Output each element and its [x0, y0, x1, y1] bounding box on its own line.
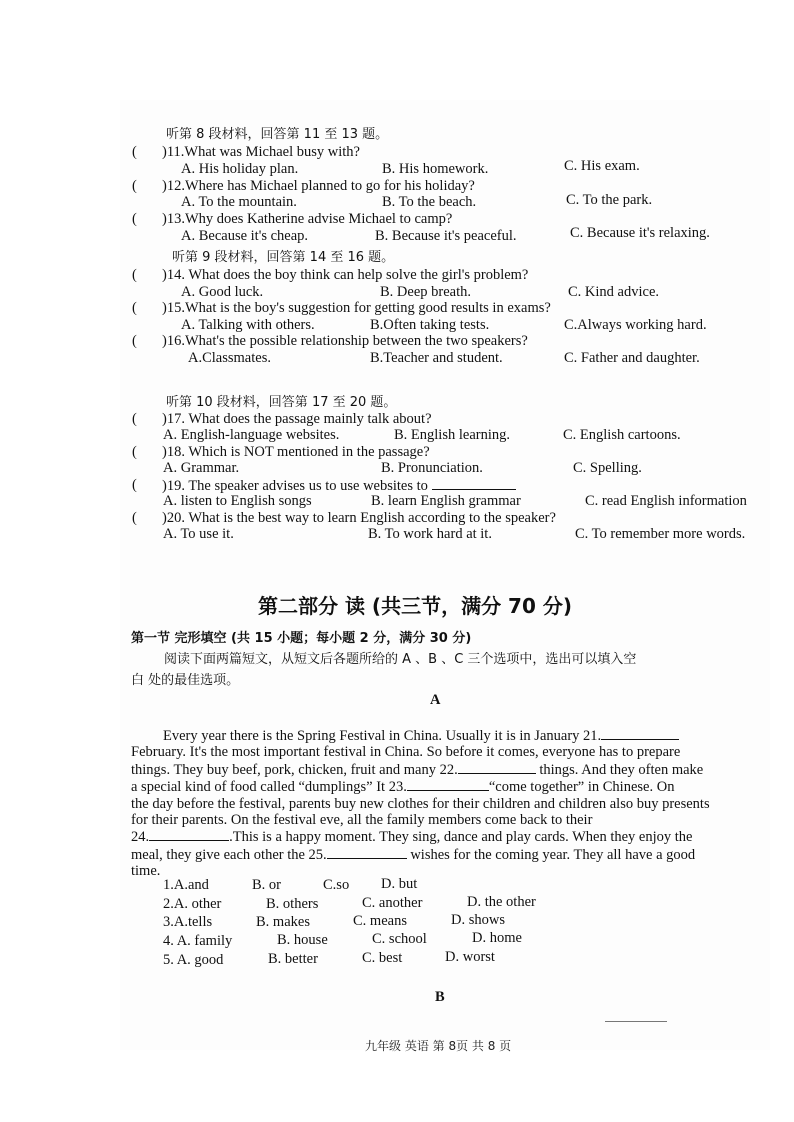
- q19-option-b: B. learn English grammar: [371, 493, 521, 509]
- passage-line: time.: [131, 863, 161, 880]
- q18-option-c: C. Spelling.: [573, 460, 642, 476]
- q17-option-c: C. English cartoons.: [563, 427, 681, 443]
- question-15: )15.What is the boy's suggestion for getting good results in exams?: [162, 300, 551, 316]
- question-16: )16.What's the possible relationship between the two speakers?: [162, 333, 528, 349]
- question-19: )19. The speaker advises us to use websites to: [162, 477, 516, 494]
- option-row-5-c: C. best: [362, 950, 403, 966]
- q19-option-c: C. read English information: [585, 493, 747, 509]
- q16-option-b: B.Teacher and student.: [370, 350, 503, 366]
- q17-option-a: A. English-language websites.: [163, 427, 340, 443]
- q18-option-a: A. Grammar.: [163, 460, 240, 476]
- option-row-1-b: B. or: [252, 877, 281, 893]
- question-12: )12.Where has Michael planned to go for his holiday?: [162, 178, 475, 194]
- q13-option-c: C. Because it's relaxing.: [570, 225, 710, 241]
- answer-paren: (: [132, 444, 137, 460]
- option-row-2-a: 2.A. other: [163, 896, 222, 912]
- option-row-5-b: B. better: [268, 951, 318, 967]
- q13-option-a: A. Because it's cheap.: [181, 228, 309, 244]
- option-row-4-c: C. school: [372, 931, 427, 947]
- option-row-3-b: B. makes: [256, 914, 310, 930]
- answer-paren: (: [132, 333, 137, 349]
- q17-option-b: B. English learning.: [394, 427, 510, 443]
- answer-paren: (: [132, 267, 137, 283]
- passage-line: 24. .This is a happy moment. They sing, dance and play cards. When they enjoy the: [131, 829, 693, 846]
- q11-option-c: C. His exam.: [564, 158, 640, 174]
- option-row-3-a: 3.A.tells: [163, 914, 213, 930]
- q18-option-b: B. Pronunciation.: [381, 460, 483, 476]
- option-row-1-c: C.so: [323, 877, 350, 893]
- question-20: )20. What is the best way to learn English according to the speaker?: [162, 510, 556, 526]
- part-two-title: 第二部分 读 (共三节，满分 70 分): [258, 594, 572, 618]
- question-13: )13.Why does Katherine advise Michael to camp?: [162, 211, 453, 227]
- q16-option-c: C. Father and daughter.: [564, 350, 700, 366]
- q15-option-c: C.Always working hard.: [564, 317, 707, 333]
- passage-line: February. It's the most important festival in China. So before it comes, everyone has to prepare: [131, 744, 681, 761]
- q20-option-c: C. To remember more words.: [575, 526, 746, 542]
- option-row-4-a: 4. A. family: [163, 933, 233, 949]
- q19-option-a: A. listen to English songs: [163, 493, 312, 509]
- q11-option-b: B. His homework.: [382, 161, 489, 177]
- option-row-1-a: 1.A.and: [163, 877, 209, 893]
- passage-line: Every year there is the Spring Festival in China. Usually it is in January 21.: [131, 727, 769, 744]
- answer-paren: (: [132, 211, 137, 227]
- option-row-5-d: D. worst: [445, 949, 495, 965]
- answer-paren: (: [132, 144, 137, 160]
- answer-paren: (: [132, 178, 137, 194]
- section-9-header: 听第 9 段材料，回答第 14 至 16 题。: [172, 250, 395, 265]
- passage-line: meal, they give each other the 25. wishes for the coming year. They all have a good: [131, 846, 696, 863]
- answer-paren: (: [132, 477, 137, 493]
- passage-line: the day before the festival, parents buy new clothes for their children and children also buy presents: [131, 795, 710, 812]
- q12-option-c: C. To the park.: [566, 192, 653, 208]
- q11-option-a: A. His holiday plan.: [181, 161, 299, 177]
- q20-option-b: B. To work hard at it.: [368, 526, 492, 542]
- answer-paren: (: [132, 300, 137, 316]
- passage-b-label: B: [435, 989, 445, 1005]
- question-14: )14. What does the boy think can help solve the girl's problem?: [162, 267, 529, 283]
- q14-option-b: B. Deep breath.: [380, 284, 471, 300]
- passage-line: a special kind of food called “dumplings” It 23. “come together” in Chinese. On: [131, 779, 675, 796]
- passage-a-label: A: [430, 692, 441, 708]
- answer-paren: (: [132, 411, 137, 427]
- q14-option-a: A. Good luck.: [181, 284, 264, 300]
- q16-option-a: A.Classmates.: [188, 350, 271, 366]
- q15-option-b: B.Often taking tests.: [370, 317, 490, 333]
- instructions-line-1: 阅读下面两篇短文，从短文后各题所给的 A 、B 、C 三个选项中，选出可以填入空: [164, 652, 637, 667]
- scan-mark: [605, 1021, 667, 1022]
- question-17: )17. What does the passage mainly talk about?: [162, 411, 432, 427]
- passage-a-text: [131, 727, 769, 880]
- q13-option-b: B. Because it's peaceful.: [375, 228, 517, 244]
- question-11: )11.What was Michael busy with?: [162, 144, 360, 160]
- passage-line: things. They buy beef, pork, chicken, fruit and many 22. things. And they often make: [131, 761, 704, 778]
- option-row-4-d: D. home: [472, 930, 522, 946]
- page-footer: 九年级 英语 第 8页 共 8 页: [365, 1039, 512, 1053]
- q12-option-a: A. To the mountain.: [181, 194, 297, 210]
- answer-paren: (: [132, 510, 137, 526]
- option-row-2-d: D. the other: [467, 894, 536, 910]
- passage-line: for their parents. On the festival eve, all the family members come back to their: [131, 812, 593, 829]
- section-10-header: 听第 10 段材料，回答第 17 至 20 题。: [166, 395, 397, 410]
- option-row-1-d: D. but: [381, 876, 418, 892]
- question-18: )18. Which is NOT mentioned in the passage?: [162, 444, 430, 460]
- section-one-heading: 第一节 完形填空 (共 15 小题；每小题 2 分，满分 30 分): [131, 631, 472, 646]
- instructions-line-2: 白 处的最佳选项。: [131, 673, 240, 688]
- section-8-header: 听第 8 段材料，回答第 11 至 13 题。: [166, 127, 389, 142]
- option-row-2-b: B. others: [266, 896, 319, 912]
- option-row-3-d: D. shows: [451, 912, 505, 928]
- q20-option-a: A. To use it.: [163, 526, 234, 542]
- option-row-2-c: C. another: [362, 895, 423, 911]
- option-row-5-a: 5. A. good: [163, 952, 224, 968]
- q14-option-c: C. Kind advice.: [568, 284, 660, 300]
- option-row-4-b: B. house: [277, 932, 328, 948]
- option-row-3-c: C. means: [353, 913, 407, 929]
- q15-option-a: A. Talking with others.: [181, 317, 315, 333]
- q12-option-b: B. To the beach.: [382, 194, 477, 210]
